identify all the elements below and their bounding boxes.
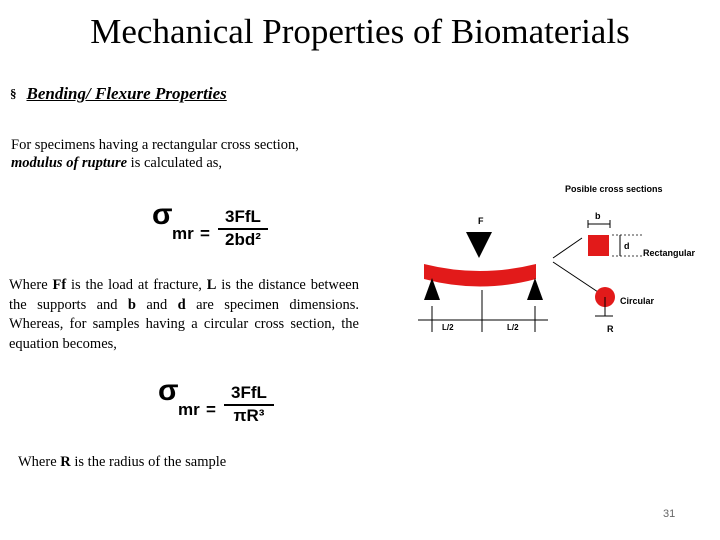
var-b: b [127, 296, 136, 313]
rectangular-cross-section [588, 235, 609, 256]
slide-number: 31 [663, 508, 676, 520]
para2-text-3: is the distance between the supports and [9, 277, 359, 313]
denominator: 2bd² [225, 230, 261, 249]
circular-label: Circular [620, 296, 655, 306]
radius-paragraph [18, 454, 226, 471]
sigma-symbol: σ [158, 374, 179, 407]
force-label: F [478, 216, 484, 226]
d-label: d [624, 241, 630, 251]
para3-text-1: Where [18, 454, 61, 470]
para2-text-2: is the load at fracture, [66, 277, 207, 293]
var-ff: Ff [52, 277, 67, 293]
numerator: 3FfL [218, 207, 268, 230]
para2-text-5: are specimen dimensions. Whereas, for samples having a circular cross section, the equation becomes, [9, 296, 360, 352]
rectangular-label: Rectangular [643, 248, 696, 258]
var-l: L [206, 277, 217, 293]
variables-paragraph [9, 276, 359, 354]
para3-text-2: is the radius of the sample [70, 454, 227, 470]
subscript-mr: mr [178, 400, 200, 419]
cross-sections-heading: Posible cross sections [565, 184, 663, 194]
subscript-mr: mr [172, 224, 194, 243]
para2-text-1: Where [9, 277, 53, 293]
intro-line2: is calculated as, [127, 155, 223, 171]
r-label: R [607, 324, 614, 334]
rectangular-equation [152, 198, 272, 260]
section-heading [10, 84, 227, 104]
var-r: R [60, 454, 71, 470]
half-span-right-label: L/2 [507, 323, 519, 332]
fraction [218, 207, 268, 250]
bent-beam [424, 264, 536, 287]
right-support-icon [527, 278, 543, 300]
fraction [224, 383, 274, 426]
pointer-to-circle [553, 262, 598, 292]
intro-line1: For specimens having a rectangular cross section, [11, 137, 299, 153]
section-heading-text: Bending/ Flexure Properties [26, 84, 227, 103]
para2-text-4: and [135, 296, 178, 313]
circular-equation [158, 374, 278, 436]
half-span-left-label: L/2 [442, 323, 454, 332]
bullet-marker: § [10, 86, 17, 101]
force-arrow-icon [466, 232, 492, 258]
denominator: πR³ [233, 406, 265, 425]
sigma-symbol: σ [152, 198, 173, 231]
intro-emphasis: modulus of rupture [11, 155, 128, 171]
slide-title: Mechanical Properties of Biomaterials [90, 12, 630, 51]
pointer-to-rectangle [553, 238, 582, 258]
numerator: 3FfL [224, 383, 274, 406]
equals-sign: = [200, 224, 210, 243]
intro-paragraph [11, 136, 351, 172]
var-d: d [177, 296, 186, 313]
three-point-bending-diagram [410, 180, 700, 350]
equals-sign: = [206, 400, 216, 419]
b-label: b [595, 211, 601, 221]
